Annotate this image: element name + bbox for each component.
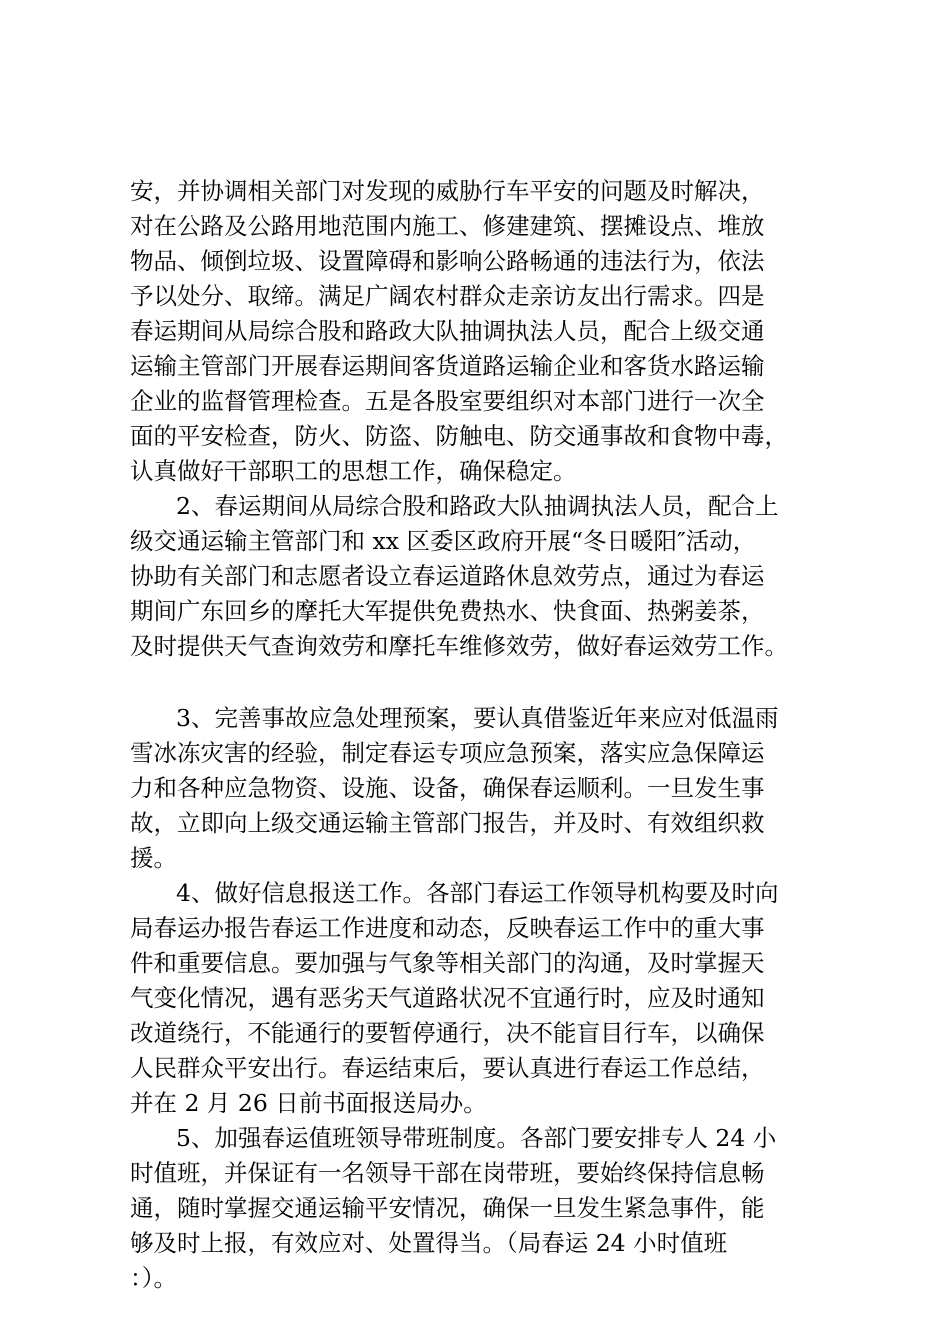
- text-line: 协助有关部门和志愿者设立春运道路休息效劳点，通过为春运: [130, 562, 765, 590]
- text-line: 气变化情况，遇有恶劣天气道路状况不宜通行时，应及时通知: [130, 984, 765, 1012]
- text-line: 春运期间从局综合股和路政大队抽调执法人员，配合上级交通: [130, 317, 765, 345]
- text-line: 安，并协调相关部门对发现的威胁行车平安的问题及时解决，: [130, 177, 765, 205]
- text-line: 改道绕行，不能通行的要暂停通行，决不能盲目行车，以确保: [130, 1019, 765, 1047]
- text-line: 雪冰冻灾害的经验，制定春运专项应急预案，落实应急保障运: [130, 739, 765, 767]
- text-line: 件和重要信息。要加强与气象等相关部门的沟通，及时掌握天: [130, 949, 765, 977]
- text-line: 面的平安检查，防火、防盗、防触电、防交通事故和食物中毒，: [130, 422, 788, 450]
- text-line: 认真做好干部职工的思想工作，确保稳定。: [130, 457, 577, 485]
- text-line: 及时提供天气查询效劳和摩托车维修效劳，做好春运效劳工作。: [130, 632, 788, 660]
- paragraph-2-start: 2、春运期间从局综合股和路政大队抽调执法人员，配合上: [176, 492, 779, 520]
- text-line: 故，立即向上级交通运输主管部门报告，并及时、有效组织救: [130, 809, 765, 837]
- paragraph-5-start: 5、加强春运值班领导带班制度。各部门要安排专人 24 小: [176, 1124, 777, 1152]
- text-line: 予以处分、取缔。满足广阔农村群众走亲访友出行需求。四是: [130, 282, 765, 310]
- text-line: ：）。: [130, 1264, 177, 1292]
- text-line: 人民群众平安出行。春运结束后，要认真进行春运工作总结，: [130, 1054, 765, 1082]
- text-line: 并在 2 月 26 日前书面报送局办。: [130, 1089, 487, 1117]
- text-line: 期间广东回乡的摩托大军提供免费热水、快食面、热粥姜茶，: [130, 597, 765, 625]
- text-line: 时值班，并保证有一名领导干部在岗带班，要始终保持信息畅: [130, 1159, 765, 1187]
- text-line: 援。: [130, 844, 177, 872]
- paragraph-4-start: 4、做好信息报送工作。各部门春运工作领导机构要及时向: [176, 879, 779, 907]
- text-line: 局春运办报告春运工作进度和动态，反映春运工作中的重大事: [130, 914, 765, 942]
- paragraph-3-start: 3、完善事故应急处理预案，要认真借鉴近年来应对低温雨: [176, 704, 779, 732]
- text-line: 对在公路及公路用地范围内施工、修建建筑、摆摊设点、堆放: [130, 212, 765, 240]
- text-line: 级交通运输主管部门和 xx 区委区政府开展“冬日暖阳″活动，: [130, 527, 757, 555]
- text-line: 通，随时掌握交通运输平安情况，确保一旦发生紧急事件，能: [130, 1194, 765, 1222]
- text-line: 力和各种应急物资、设施、设备，确保春运顺利。一旦发生事: [130, 774, 765, 802]
- text-line: 物品、倾倒垃圾、设置障碍和影响公路畅通的违法行为，依法: [130, 247, 765, 275]
- text-line: 运输主管部门开展春运期间客货道路运输企业和客货水路运输: [130, 352, 765, 380]
- text-line: 够及时上报，有效应对、处置得当。（局春运 24 小时值班: [130, 1229, 728, 1257]
- text-line: 企业的监督管理检查。五是各股室要组织对本部门进行一次全: [130, 387, 765, 415]
